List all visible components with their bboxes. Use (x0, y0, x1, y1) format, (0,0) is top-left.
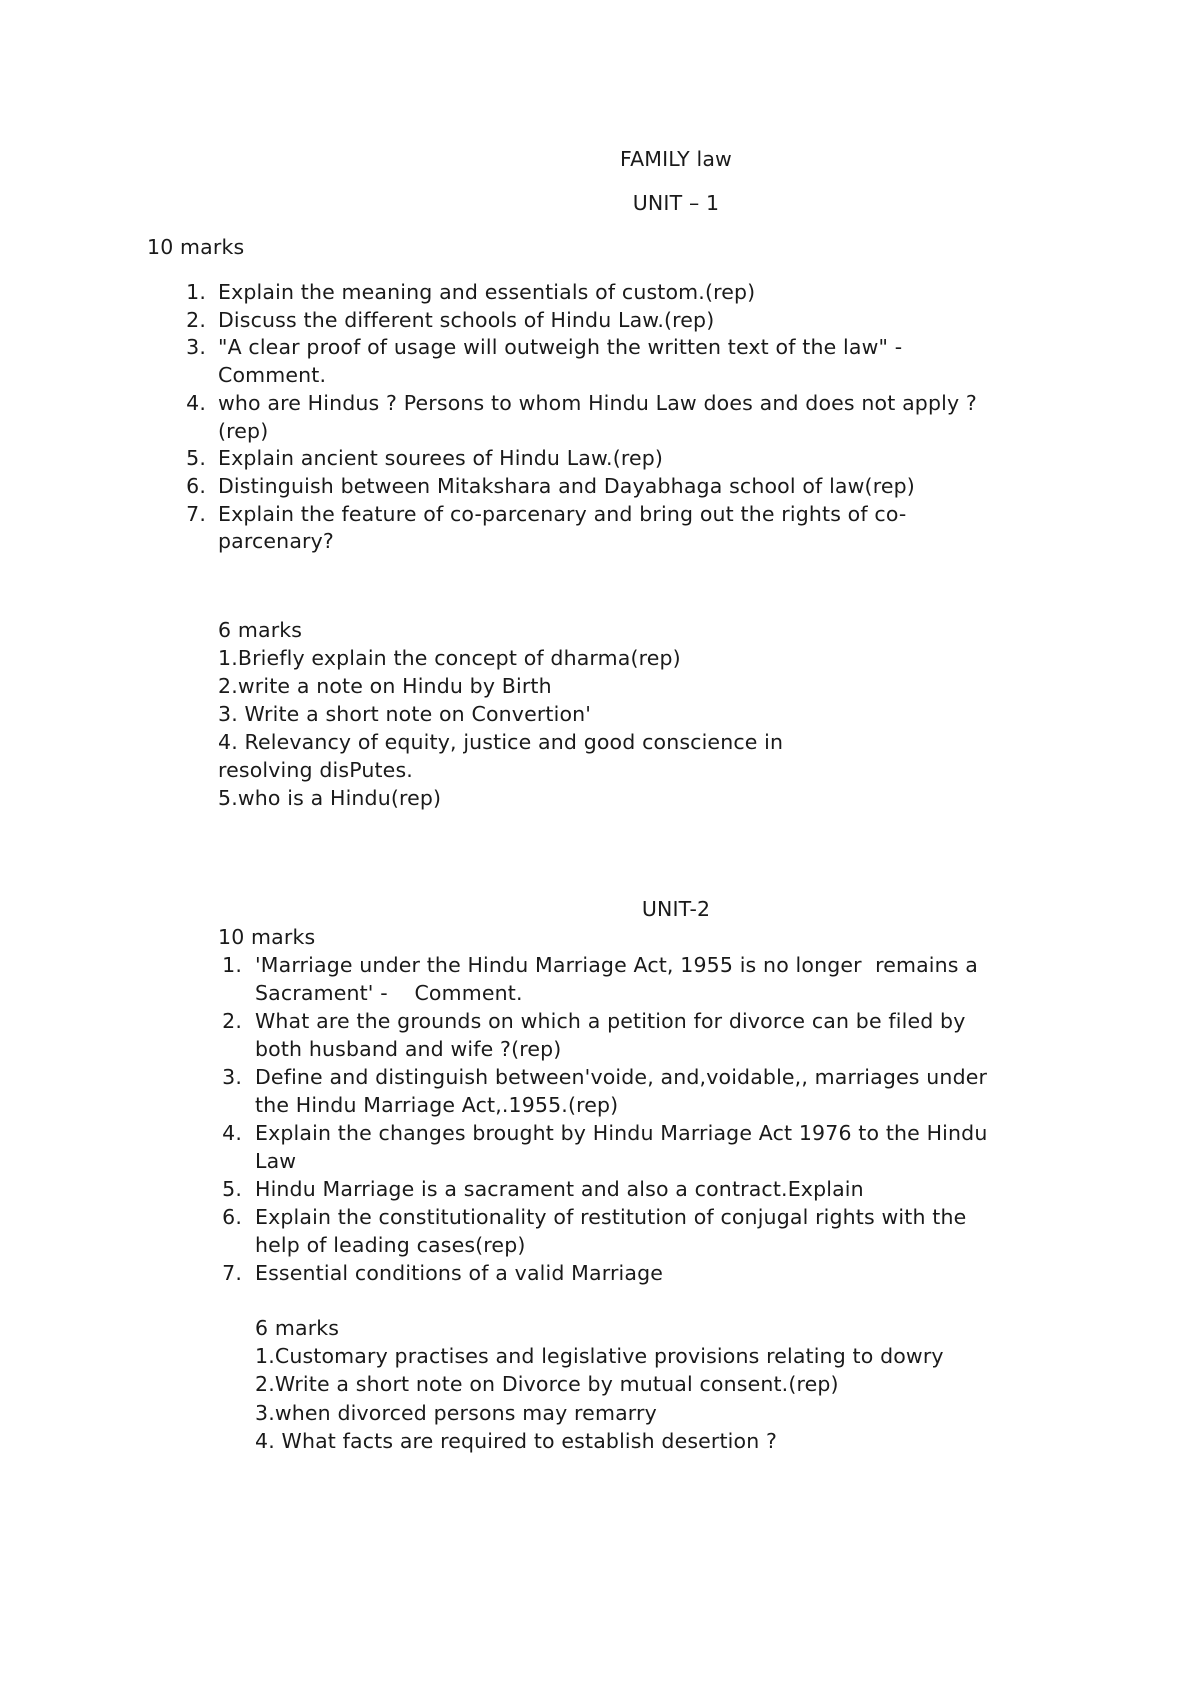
list-item-text: help of leading cases(rep) (255, 1233, 526, 1257)
list-item-text: 2.Write a short note on Divorce by mutual consent.(rep) (255, 1372, 839, 1397)
list-item-text: 4. What facts are required to establish desertion ? (255, 1428, 778, 1453)
list-item-text: 4. Relevancy of equity, justice and good conscience in (218, 730, 784, 754)
list-item-text: 3.when divorced persons may remarry (255, 1400, 657, 1425)
list-item-text: resolving disPutes. (218, 758, 413, 782)
list-item-text: parcenary? (218, 529, 334, 554)
list-item-text: both husband and wife ?(rep) (255, 1037, 562, 1061)
list-item-text: 1.Customary practises and legislative provisions relating to dowry (255, 1344, 944, 1368)
unit-2-heading: UNIT-2 (641, 897, 711, 921)
list-item-text: Explain ancient sourees of Hindu Law.(rep) (218, 446, 664, 471)
list-item-text: 'Marriage under the Hindu Marriage Act, 1955 is no longer remains a (255, 953, 978, 977)
list-item-text: Comment. (218, 363, 327, 388)
list-item-text: Discuss the different schools of Hindu Law.(rep) (218, 307, 715, 332)
list-item-text: 2.write a note on Hindu by Birth (218, 674, 552, 698)
list-item-number: 7. (186, 501, 206, 526)
list-item-number: 5. (186, 446, 206, 471)
list-item-text: Define and distinguish between'voide, and,voidable,, marriages under (255, 1065, 988, 1089)
list-item-number: 4. (222, 1121, 242, 1145)
list-item-text: Law (255, 1149, 297, 1173)
list-item-text: Sacrament' - Comment. (255, 981, 523, 1005)
list-item-text: 1.Briefly explain the concept of dharma(rep) (218, 646, 681, 670)
list-item-number: 1. (222, 953, 242, 977)
list-item-text: the Hindu Marriage Act,.1955.(rep) (255, 1093, 619, 1117)
list-item-number: 3. (186, 335, 206, 360)
list-item-number: 2. (222, 1009, 242, 1033)
list-item-text: (rep) (218, 418, 269, 443)
list-item-number: 7. (222, 1261, 242, 1285)
list-item-text: who are Hindus ? Persons to whom Hindu Law does and does not apply ? (218, 390, 977, 415)
list-item-number: 1. (186, 280, 206, 304)
list-item-text: Essential conditions of a valid Marriage (255, 1261, 664, 1285)
unit-1-six-marks-label: 6 marks (218, 618, 303, 642)
list-item-text: Hindu Marriage is a sacrament and also a contract.Explain (255, 1177, 864, 1201)
list-item-number: 5. (222, 1177, 242, 1201)
list-item-text: "A clear proof of usage will outweigh the written text of the law" - (218, 335, 903, 360)
list-item-number: 3. (222, 1065, 242, 1089)
document-title: FAMILY law (620, 147, 732, 171)
list-item-text: What are the grounds on which a petition for divorce can be filed by (255, 1009, 966, 1033)
list-item-text: Explain the constitutionality of restitution of conjugal rights with the (255, 1205, 967, 1229)
unit-2-ten-marks-label: 10 marks (218, 925, 316, 949)
list-item-text: 3. Write a short note on Convertion' (218, 702, 592, 726)
list-item-text: Explain the meaning and essentials of custom.(rep) (218, 280, 756, 304)
list-item-number: 6. (186, 473, 206, 498)
list-item-text: Explain the changes brought by Hindu Marriage Act 1976 to the Hindu (255, 1121, 988, 1145)
list-item-number: 6. (222, 1205, 242, 1229)
unit-1-heading: UNIT – 1 (632, 191, 720, 215)
list-item-text: 5.who is a Hindu(rep) (218, 786, 442, 810)
unit-2-six-marks-label: 6 marks (255, 1316, 340, 1340)
list-item-text: Distinguish between Mitakshara and Dayabhaga school of law(rep) (218, 473, 915, 498)
list-item-number: 4. (186, 390, 206, 415)
list-item-number: 2. (186, 307, 206, 332)
unit-1-ten-marks-label: 10 marks (147, 235, 245, 259)
list-item-text: Explain the feature of co-parcenary and bring out the rights of co- (218, 501, 907, 526)
